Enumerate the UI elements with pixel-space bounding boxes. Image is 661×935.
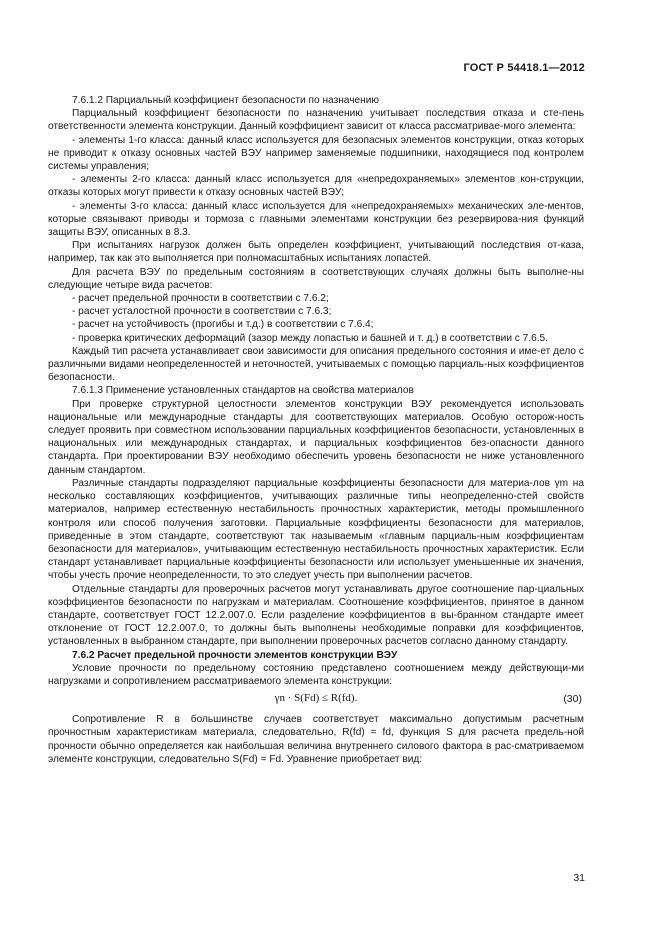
paragraph: Отдельные стандарты для проверочных расчетов могут устанавливать другое соотношение пар-циальных коэффициентов безопасности по нагрузкам и материалам. Соотношение коэффициентов, принятое в данном стандарте, соответствует ГОСТ 12.2.007.0. Если разделение коэффициентов в вы-бранном стандарте имеет отклонение от ГОСТ 12.2.007.0, то должны быть выполнены необходимые поправки для коэффициентов, установленных в выбранном стандарте, при выполнении проверочных расчетов согласно данному стандарту.: [48, 583, 584, 648]
list-item: - расчет на устойчивость (прогибы и т.д.) в соответствии с 7.6.4;: [72, 319, 374, 331]
paragraph: Различные стандарты подразделяют парциальные коэффициенты безопасности для материа-лов γm на несколько составляющих коэффициентов, учитывающих различные типы неопределенно-стей свойств материалов, например естественную нестабильность прочностных характеристик, методы промышленного контроля или способ получения заготовки. Парциальные коэффициенты безопасности для материалов, приведенные в этом стандарте, соответствуют так называемым «главным парциаль-ным коэффициентам безопасности для материалов», учитывающим естественную нестабильность прочностных характеристик. Если стандарт устанавливает парциальные коэффициенты безопасности или использует уменьшенные их значения, чтобы учесть прочие неопределенности, то это следует учесть при выполнении расчетов.: [48, 477, 584, 582]
paragraph: При проверке структурной целостности элементов конструкции ВЭУ рекомендуется использовать национальные или международные стандарты для соответствующих материалов. Особую осторож-ность следует проявить при совместном использовании парциальных коэффициентов безопасности, установленных в национальных или международных стандартах, и парциальных коэффициентов без-опасности данного стандарта. При проектировании ВЭУ необходимо обеспечить уровень безопасности не ниже установленного данным стандартом.: [48, 398, 584, 476]
paragraph: Для расчета ВЭУ по предельным состояниям в соответствующих случаях должны быть выполне-ны следующие четыре вида расчетов:: [48, 266, 584, 291]
list-item: - элементы 1-го класса: данный класс используется для безопасных элементов конструкции, отказ которых не приводит к отказу основных частей ВЭУ например заменяемые подшипники, находящиеся под контролем системы управления;: [48, 134, 584, 173]
list-item: - проверка критических деформаций (зазор между лопастью и башней и т. д.) в соответствии с 7.6.5.: [72, 332, 548, 344]
list-item: - расчет предельной прочности в соответствии с 7.6.2;: [72, 293, 329, 305]
list-item: - элементы 2-го класса: данный класс используется для «непредохраняемых» элементов кон-струкции, отказы которых могут привести к отказу основных частей ВЭУ;: [48, 174, 584, 199]
formula-30: [48, 690, 584, 710]
list-item: - элементы 3-го класса: данный класс используется для «непредохраняемых» механических эле-ментов, которые связывают приводы и тормоза с главными элементами конструкции без резервирова-ния функций защиты ВЭУ, описанных в 8.3.: [48, 200, 584, 239]
paragraph: Условие прочности по предельному состоянию представлено соотношением между действующи-ми нагрузками и сопротивлением рассматриваемого элемента конструкции:: [48, 662, 584, 687]
page-number: 31: [573, 872, 585, 884]
paragraph: Парциальный коэффициент безопасности по назначению учитывает последствия отказа и сте-пень ответственности элемента конструкции. Данный коэффициент зависит от класса рассматривае-мого элемента:: [48, 108, 584, 133]
formula-number: (30): [563, 693, 582, 706]
section-heading-7-6-1-2: 7.6.1.2 Парциальный коэффициент безопасности по назначению: [72, 95, 379, 106]
document-header: ГОСТ Р 54418.1—2012: [463, 62, 585, 74]
paragraph: При испытаниях нагрузок должен быть определен коэффициент, учитывающий последствия от-каза, например, так как это выполняется при полномасштабных испытаниях лопастей.: [48, 240, 584, 265]
paragraph: Сопротивление R в большинстве случаев соответствует максимально допустимым расчетным прочностным характеристикам материала, следовательно, R(fd) = fd, функция S для расчета предель-ной прочности обычно определяется как наибольшая величина внутреннего силового фактора в рас-сматриваемом элементе конструкции, следовательно S(Fd) = Fd. Уравнение приобретает вид:: [48, 714, 584, 765]
paragraph: Каждый тип расчета устанавливает свои зависимости для описания предельного состояния и име-ет дело с различными видами неопределенностей и неточностей, учитываемых с помощью парциаль-ных коэффициентов безопасности.: [48, 345, 584, 384]
section-heading-7-6-1-3: 7.6.1.3 Применение установленных стандартов на свойства материалов: [72, 385, 414, 397]
formula-expression: γn · S(Fd) ≤ R(fd).: [274, 692, 358, 705]
document-body: [48, 94, 584, 766]
list-item: - расчет усталостной прочности в соответствии с 7.6.3;: [72, 306, 332, 318]
section-heading-7-6-2: 7.6.2 Расчет предельной прочности элементов конструкции ВЭУ: [72, 649, 398, 661]
